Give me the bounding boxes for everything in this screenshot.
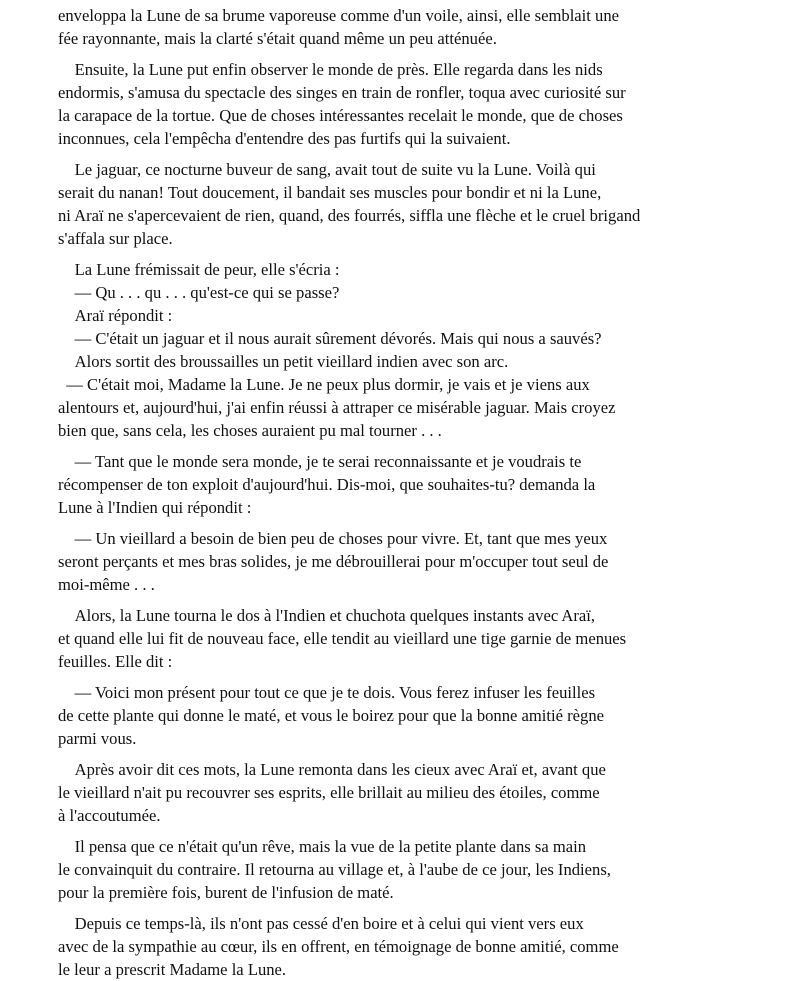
text-line: parmi vous.	[58, 729, 137, 748]
paragraph	[58, 604, 772, 673]
text-line: ni Araï ne s'apercevaient de rien, quand, des fourrés, siffla une flèche et le cruel brigand	[58, 206, 641, 225]
text-line: et quand elle lui fit de nouveau face, elle tendit au vieillard une tige garnie de menues	[58, 629, 627, 648]
text-line: moi-même . . .	[58, 575, 155, 594]
text-line: avec de la sympathie au cœur, ils en offrent, en témoignage de bonne amitié, comme	[58, 937, 619, 956]
text-line: — Voici mon présent pour tout ce que je te dois. Vous ferez infuser les feuilles	[58, 683, 596, 702]
text-line: à l'accoutumée.	[58, 806, 161, 825]
text-line: — Un vieillard a besoin de bien peu de choses pour vivre. Et, tant que mes yeux	[58, 529, 608, 548]
text-line: serait du nanan! Tout doucement, il bandait ses muscles pour bondir et ni la Lune,	[58, 183, 602, 202]
text-line: Lune à l'Indien qui répondit :	[58, 498, 252, 517]
text-line: enveloppa la Lune de sa brume vaporeuse comme d'un voile, ainsi, elle semblait une	[58, 6, 620, 25]
text-line: Araï répondit :	[58, 306, 173, 325]
text-line: — C'était un jaguar et il nous aurait sûrement dévorés. Mais qui nous a sauvés?	[58, 329, 602, 348]
text-line: de cette plante qui donne le maté, et vous le boirez pour que la bonne amitié règne	[58, 706, 605, 725]
text-line: le vieillard n'ait pu recouvrer ses esprits, elle brillait au milieu des étoiles, comme	[58, 783, 600, 802]
text-line: Le jaguar, ce nocturne buveur de sang, avait tout de suite vu la Lune. Voilà qui	[58, 160, 596, 179]
text-line: endormis, s'amusa du spectacle des singes en train de ronfler, toqua avec curiosité sur	[58, 83, 626, 102]
text-line: Depuis ce temps-là, ils n'ont pas cessé d'en boire et à celui qui vient vers eux	[58, 914, 584, 933]
paragraph	[58, 58, 772, 150]
paragraph	[58, 835, 772, 904]
text-line: Ensuite, la Lune put enfin observer le monde de près. Elle regarda dans les nids	[58, 60, 603, 79]
text-line: récompenser de ton exploit d'aujourd'hui. Dis-moi, que souhaites-tu? demanda la	[58, 475, 596, 494]
paragraph	[58, 450, 772, 519]
text-line: s'affala sur place.	[58, 229, 173, 248]
paragraph	[58, 258, 772, 442]
text-line: Alors sortit des broussailles un petit vieillard indien avec son arc.	[58, 352, 509, 371]
text-line: alentours et, aujourd'hui, j'ai enfin réussi à attraper ce misérable jaguar. Mais croyez	[58, 398, 616, 417]
text-line: la carapace de la tortue. Que de choses intéressantes recelait le monde, que de choses	[58, 106, 623, 125]
text-line: inconnues, cela l'empêcha d'entendre des pas furtifs qui la suivaient.	[58, 129, 511, 148]
paragraph	[58, 681, 772, 750]
text-line: Après avoir dit ces mots, la Lune remonta dans les cieux avec Araï et, avant que	[58, 760, 606, 779]
paragraph	[58, 758, 772, 827]
text-line: le convainquit du contraire. Il retourna au village et, à l'aube de ce jour, les Indiens,	[58, 860, 611, 879]
text-line: seront perçants et mes bras solides, je me débrouillerai pour m'occuper tout seul de	[58, 552, 609, 571]
paragraph	[58, 912, 772, 981]
paragraph	[58, 4, 772, 50]
text-line: bien que, sans cela, les choses auraient pu mal tourner . . .	[58, 421, 442, 440]
text-line: — C'était moi, Madame la Lune. Je ne peux plus dormir, je vais et je viens aux	[58, 375, 590, 394]
text-line: le leur a prescrit Madame la Lune.	[58, 960, 287, 979]
text-line: Il pensa que ce n'était qu'un rêve, mais la vue de la petite plante dans sa main	[58, 837, 587, 856]
text-line: feuilles. Elle dit :	[58, 652, 173, 671]
paragraph	[58, 527, 772, 596]
text-line: — Tant que le monde sera monde, je te serai reconnaissante et je voudrais te	[58, 452, 582, 471]
paragraph	[58, 158, 772, 250]
text-line: La Lune frémissait de peur, elle s'écria :	[58, 260, 340, 279]
text-line: — Qu . . . qu . . . qu'est-ce qui se passe?	[58, 283, 340, 302]
text-line: fée rayonnante, mais la clarté s'était quand même un peu atténuée.	[58, 29, 497, 48]
text-line: pour la première fois, burent de l'infusion de maté.	[58, 883, 394, 902]
text-line: Alors, la Lune tourna le dos à l'Indien et chuchota quelques instants avec Araï,	[58, 606, 596, 625]
